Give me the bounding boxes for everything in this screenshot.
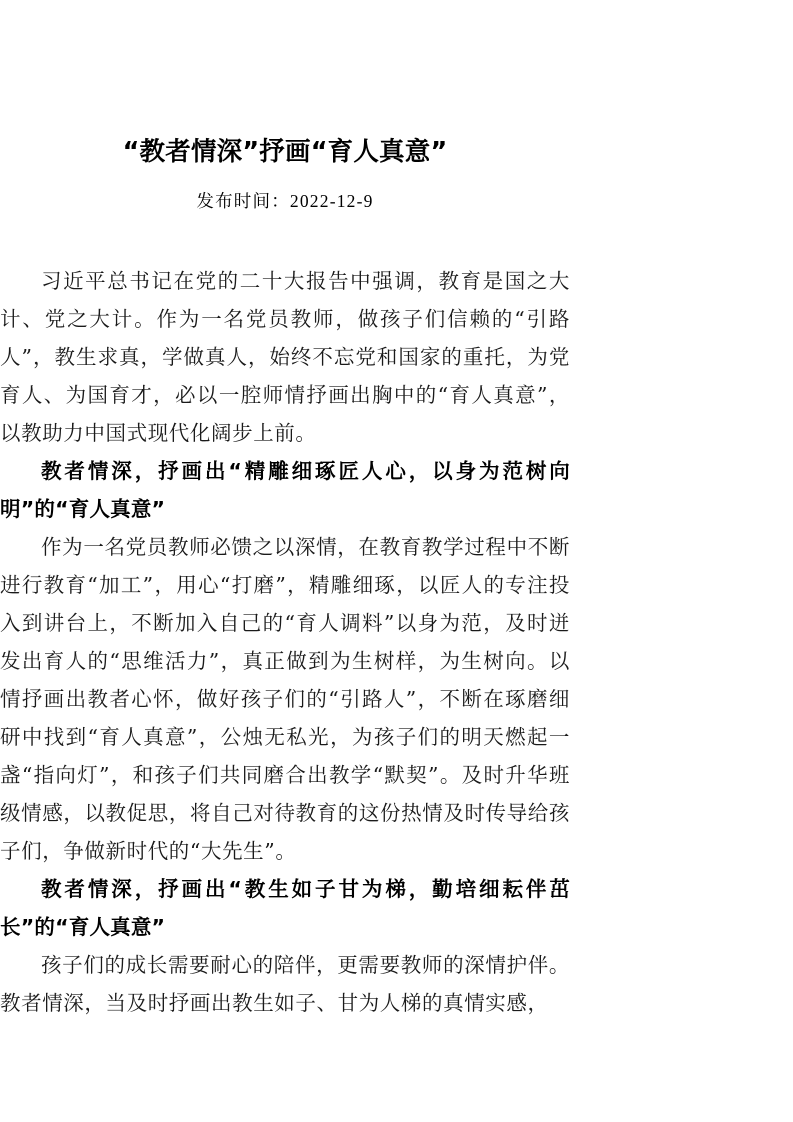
- body-paragraph: 习近平总书记在党的二十大报告中强调，教育是国之大计、党之大计。作为一名党员教师，做孩子们信赖的“引路人”，教生求真，学做真人，始终不忘党和国家的重托，为党育人、为国育才，必以一腔师情抒画出胸中的“育人真意”，以教助力中国式现代化阔步上前。: [0, 269, 570, 445]
- page-title: “教者情深”抒画“育人真意”: [122, 137, 448, 167]
- section-heading: 教者情深，抒画出“教生如子甘为梯，勤培细耘伴茁长”的“育人真意”: [0, 877, 570, 939]
- document-body: [0, 262, 570, 1022]
- publish-date: 发布时间：2022-12-9: [196, 191, 374, 211]
- body-paragraph: 孩子们的成长需要耐心的陪伴，更需要教师的深情护伴。教者情深，当及时抒画出教生如子、甘为人梯的真情实感，: [0, 953, 570, 1015]
- section-heading: 教者情深，抒画出“精雕细琢匠人心，以身为范树向明”的“育人真意”: [0, 459, 570, 521]
- body-paragraph: 作为一名党员教师必馈之以深情，在教育教学过程中不断进行教育“加工”，用心“打磨”，精雕细琢，以匠人的专注投入到讲台上，不断加入自己的“育人调料”以身为范，及时迸发出育人的“思维活力”，真正做到为生树样，为生树向。以情抒画出教者心怀，做好孩子们的“引路人”，不断在琢磨细研中找到“育人真意”，公烛无私光，为孩子们的明天燃起一盏“指向灯”，和孩子们共同磨合出教学“默契”。及时升华班级情感，以教促思，将自己对待教育的这份热情及时传导给孩子们，争做新时代的“大先生”。: [0, 535, 570, 863]
